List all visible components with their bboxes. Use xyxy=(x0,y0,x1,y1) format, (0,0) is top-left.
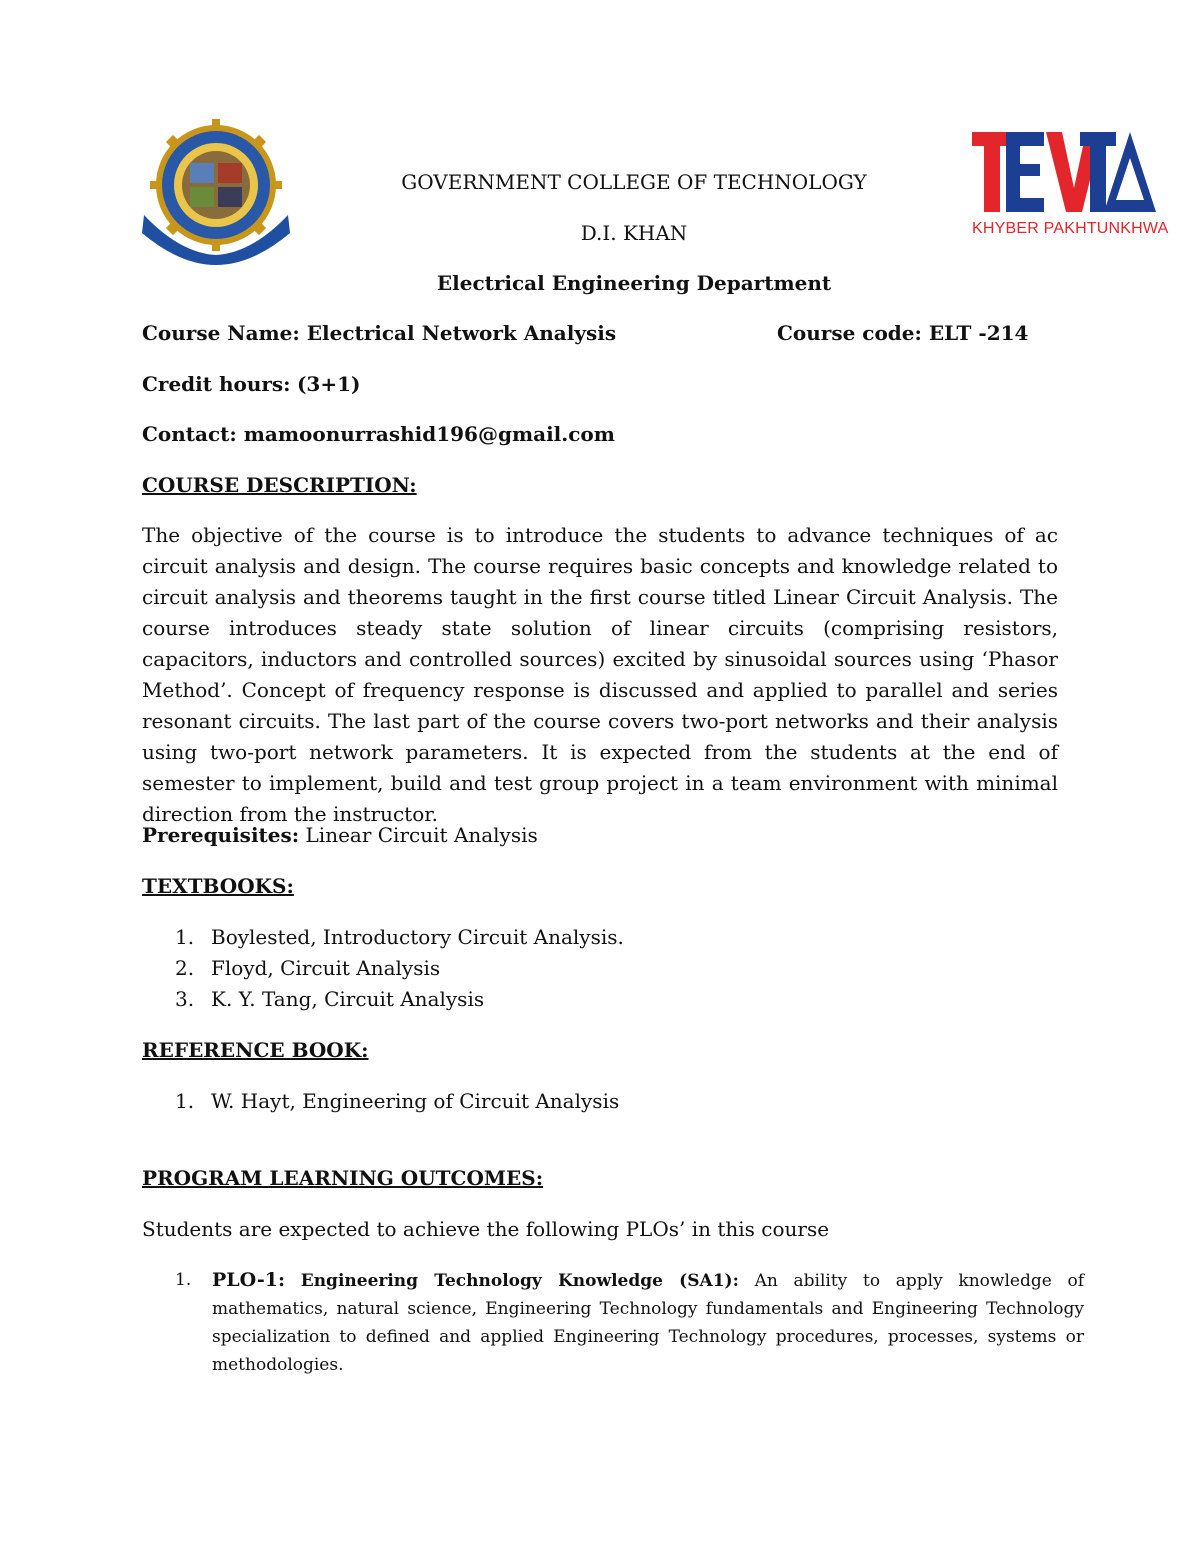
college-title: GOVERNMENT COLLEGE OF TECHNOLOGY xyxy=(401,170,867,194)
course-code-value: ELT -214 xyxy=(928,321,1029,345)
plo-intro: Students are expected to achieve the following PLOs’ in this course xyxy=(142,1217,830,1241)
list-number: 3. xyxy=(175,987,195,1011)
textbook-title: Boylested, Introductory Circuit Analysis. xyxy=(211,925,624,949)
course-description-heading: COURSE DESCRIPTION: xyxy=(142,473,417,497)
reference-item xyxy=(175,1089,619,1113)
department-title: Electrical Engineering Department xyxy=(436,271,832,295)
textbook-item xyxy=(175,925,624,949)
plo-number: 1. xyxy=(175,1270,192,1290)
plo-title: Engineering Technology Knowledge (SA1): xyxy=(300,1271,739,1291)
course-name-value: Electrical Network Analysis xyxy=(306,321,617,345)
credit-hours xyxy=(142,372,360,396)
reference-heading: REFERENCE BOOK: xyxy=(142,1038,369,1062)
course-description-text: The objective of the course is to introduce the students to advance techniques of ac circuit analysis and design. The course requires basic concepts and knowledge related to circuit analysis and theorems taught in the first course titled Linear Circuit Analysis. The course introduces steady state solution of linear circuits (comprising resistors, capacitors, inductors and controlled sources) excited by sinusoidal sources using ‘Phasor Method’. Concept of frequency response is discussed and applied to parallel and series resonant circuits. The last part of the course covers two-port networks and their analysis using two-port network parameters. It is expected from the students at the end of semester to implement, build and test group project in a team environment with minimal direction from the instructor. xyxy=(142,523,1058,826)
textbook-title: Floyd, Circuit Analysis xyxy=(211,956,441,980)
credit-hours-value: (3+1) xyxy=(296,372,361,396)
list-number: 2. xyxy=(175,956,195,980)
plo-code: PLO-1: xyxy=(212,1269,286,1291)
list-number: 1. xyxy=(175,925,195,949)
course-code-label: Course code: xyxy=(777,321,922,345)
reference-title: W. Hayt, Engineering of Circuit Analysis xyxy=(211,1089,620,1113)
textbooks-heading: TEXTBOOKS: xyxy=(142,874,294,898)
college-city: D.I. KHAN xyxy=(580,221,688,245)
prerequisites xyxy=(142,823,538,847)
contact-email[interactable]: mamoonurrashid196@gmail.com xyxy=(243,422,615,446)
course-name-label: Course Name: xyxy=(142,321,300,345)
course-name xyxy=(142,321,616,345)
contact-label: Contact: xyxy=(142,422,237,446)
textbook-item xyxy=(175,987,484,1011)
plo-heading: PROGRAM LEARNING OUTCOMES: xyxy=(142,1166,544,1190)
course-code xyxy=(777,321,1028,345)
plo-text: An ability to apply knowledge of mathematics, natural science, Engineering Technology fundamentals and Engineering Technology specialization to defined and applied Engineering Technology procedures, processes, systems or methodologies. xyxy=(212,1271,1085,1375)
textbook-item xyxy=(175,956,440,980)
list-number: 1. xyxy=(175,1089,195,1113)
tevta-subtitle: KHYBER PAKHTUNKHWA xyxy=(972,220,1169,237)
contact xyxy=(142,422,615,446)
credit-hours-label: Credit hours: xyxy=(142,372,291,396)
prerequisites-value: Linear Circuit Analysis xyxy=(305,823,538,847)
textbook-title: K. Y. Tang, Circuit Analysis xyxy=(211,987,485,1011)
plo-item xyxy=(212,1266,1084,1379)
prerequisites-label: Prerequisites: xyxy=(142,823,300,847)
